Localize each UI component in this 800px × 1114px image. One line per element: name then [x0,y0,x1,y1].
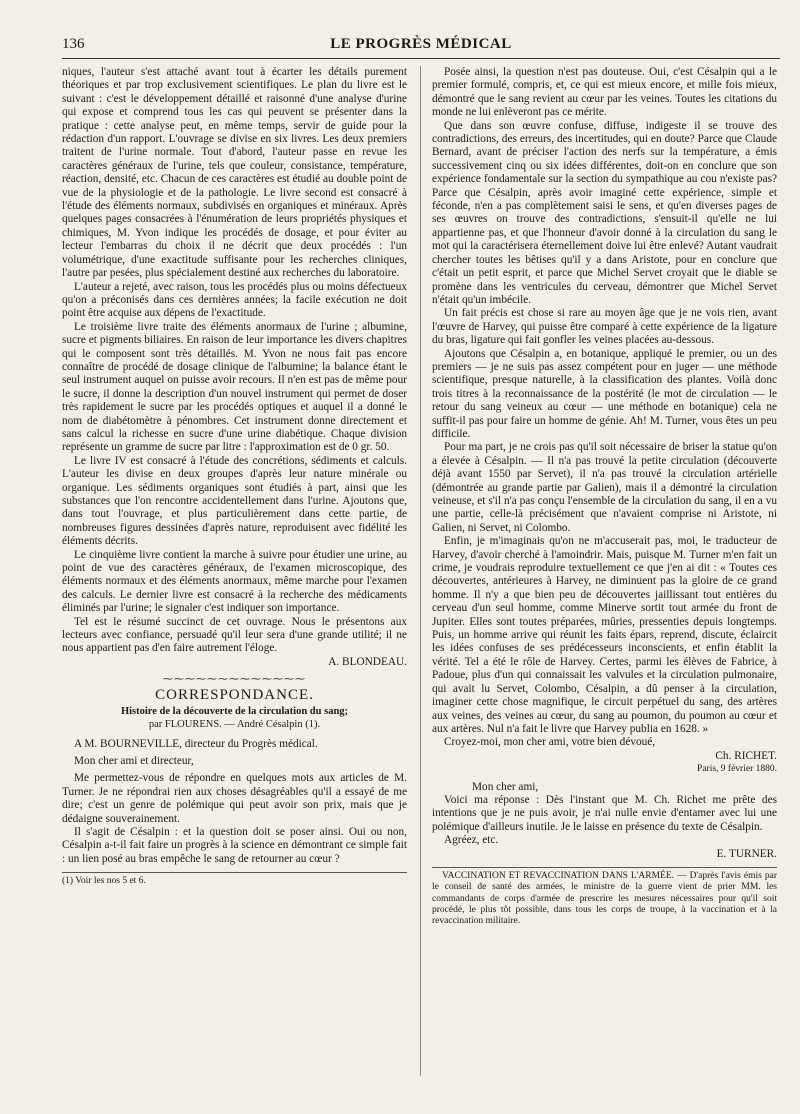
ornament-divider: ⁓⁓⁓⁓⁓⁓⁓⁓⁓⁓⁓⁓⁓ [163,674,306,686]
paragraph: niques, l'auteur s'est attaché avant tout à écarter les détails purement théoriques et par trop exclusivement scientifiques. Le plan du livre est le suivant : c'est le développement détaillé et raisonné d'une analyse d'urine qui expose et comprend tous les cas qui peuvent se présenter dans la pratique : cette analyse peut, en même temps, servir de guide pour la rédaction d'un rapport. L'ouvrage se divise en six livres. Les deux premiers traitent de l'urine normale. Tout d'abord, l'auteur passe en revue les caractères généraux de l'urine, tels que couleur, consistance, température, réaction, densité, etc. Chacun de ces caractères est étudié au double point de vue de la physiologie et de la pathologie. Le livre second est consacré à l'étude des éléments normaux, subdivisés en organiques et minéraux. Après quelques pages consacrées à l'énumération de leurs propriétés physiques et chimiques, M. Yvon indique les procédés de dosage, et pour éviter au lecteur l'embarras du choix il ne décrit que deux procédés : l'un volumétrique, d'une exactitude suffisante pour les recherches cliniques, l'autre par pesées, plus spécialement destiné aux recherches du laboratoire. [62,66,407,280]
paragraph: Posée ainsi, la question n'est pas douteuse. Oui, c'est Césalpin qui a le premier formulé, compris, et, ce qui est mieux encore, et mille fois mieux, démontré que le sang revient au cœur par les veines. Toutes les citations du monde ne lui enlèveront pas ce mérite. [432,66,777,119]
paragraph: Ajoutons que Césalpin a, en botanique, appliqué le premier, ou un des premiers — je ne suis pas assez compétent pour en juger — une méthode scientifique, presque naturelle, à la classification des plantes. Voilà donc trois titres à la reconnaissance de la postérité (le mot de circulation — le retour du sang veineux au cœur — une méthode en botanique) cela ne suffit-il pas pour faire un homme de génie. Ah! M. Turner, vous êtes un peu difficile. [432,347,777,440]
letter-address: A M. BOURNEVILLE, directeur du Progrès médical. [74,737,318,750]
paragraph: Voici ma réponse : Dès l'instant que M. Ch. Richet me prête des intentions que je ne puis avoir, je n'ai nulle envie d'entamer avec lui une polémique d'ailleurs inutile. Je le laisse en présence du texte de Césalpin. [432,793,777,833]
reply-salutation: Mon cher ami, [472,780,539,793]
paragraph: Que dans son œuvre confuse, diffuse, indigeste il se trouve des contradictions, des erreurs, des incertitudes, qui en doute? Parce que Claude Bernard, avant de préciser l'action des nerfs sur la température, a émis successivement cinq ou six idées différentes, doit-on en conclure que son expérience fondamentale sur la section du sympathique au cou n'existe pas? Parce que Césalpin, après avoir imaginé cette expérience, simple et féconde, n'en a pas complètement saisi le sens, et qu'en diverses pages de ses œuvres on trouve des contradictions, s'ensuit-il qu'elle ne lui appartienne pas, et que l'honneur d'avoir donné à la circulation du sang le mot qui la caractérisera éternellement doive lui être enlevé? Autant vaudrait chercher toutes les bêtises qu'il y a dans Aristote, pour en conclure que c'était un petit esprit, et parce que Michel Servet croyait que le diable se promène dans les ventricules du cerveau, démontrer que Michel Servet n'était qu'un imbécile. [432,119,777,306]
page-header [62,36,780,59]
article-byline: par FLOURENS. — André Césalpin (1). [148,719,321,731]
column-divider [420,66,421,1076]
paragraph: Me permettez-vous de répondre en quelques mots aux articles de M. Turner. Je ne répondrai rien aux choses désagréables qu'il a essayé de me dire; c'est un genre de polémique qui peut avoir son prix, mais que je dédaigne souverainement. [62,772,407,825]
paragraph: Le livre IV est consacré à l'étude des concrétions, sédiments et calculs. L'auteur les divise en deux groupes d'après leur nature minérale ou organique. Les sédiments organiques sont étudiés à part, ainsi que les substances que l'on rencontre accidentellement dans l'urine. Ajoutons que, dans tout l'ouvrage, et plus particulièrement dans cette partie, de nombreuses figures dessinées d'après nature, reproduisent avec fidélité les éléments décrits. [62,454,407,548]
footnote-rule [62,872,407,873]
letter-salutation: Mon cher ami et directeur, [74,754,194,767]
paragraph: Pour ma part, je ne crois pas qu'il soit nécessaire de briser la statue qu'on a élevée à Césalpin. — Il n'a pas trouvé la petite circulation (découverte déjà avant 1550 par Servet), il n'a pas trouvé la circulation artérielle (démontrée au grande partie par Galien), mais il a démontré la circulation veineuse, et s'il n'a pas conçu l'ensemble de la circulation du sang, il en a vu une partie, celle-là précisément que n'avaient comprise ni Aristote, ni Galien, ni Servet, ni Colombo. [432,441,777,534]
closing: Agréez, etc. [444,834,499,847]
note-rule [432,867,777,868]
paragraph: L'auteur a rejeté, avec raison, tous les procédés plus ou moins défectueux qu'on a préconisés dans ces dernières années; la facile exécution ne doit point être acquise aux dépens de l'exactitude. [62,280,407,320]
review-signature: A. BLONDEAU. [328,655,407,668]
paragraph: Tel est le résumé succinct de cet ouvrage. Nous le présentons aux lecteurs avec confiance, persuadé qu'il leur sera d'une grande utilité; il ne nous appartient pas d'en faire autrement l'éloge. [62,615,407,655]
date-line: Paris, 9 février 1880. [697,764,777,775]
paragraph: Croyez-moi, mon cher ami, votre bien dévoué, [444,736,656,749]
news-note [432,871,777,927]
paragraph: Il s'agit de Césalpin : et la question doit se poser ainsi. Oui ou non, Césalpin a-t-il fait faire un progrès à la science en démontrant ce simple fait : un lien posé au bras empêche le sang de retourner au cœur ? [62,825,407,865]
left-column [62,66,407,1090]
article-title: Histoire de la découverte de la circulation du sang; [120,706,349,718]
section-title: CORRESPONDANCE. [155,686,314,703]
paragraph: Le cinquième livre contient la marche à suivre pour étudier une urine, au point de vue des caractères généraux, de l'examen microscopique, des éléments normaux et des éléments anormaux, même marche pour l'examen des calculs. Le dernier livre est consacré à la recherche des médicaments éliminés par l'urine; le signaler c'est indiquer son importance. [62,548,407,615]
journal-title: LE PROGRÈS MÉDICAL [330,36,512,52]
note-text: VACCINATION ET REVACCINATION DANS L'ARMÉE. — D'après l'avis émis par le conseil de santé des armées, le ministre de la guerre vient de prier MM. les commandants de corps d'armée de prescrire les mesures nécessaires pour qu'il soit procédé, le plus tôt possible, dans tous les corps de troupe, à la vaccination et à la revaccination militaire. [432,870,777,927]
footnote: (1) Voir les nos 5 et 6. [62,876,146,887]
signature-turner: E. TURNER. [716,847,777,860]
paragraph: Enfin, je m'imaginais qu'on ne m'accuserait pas, moi, le traducteur de Harvey, d'avoir cherché à l'amoindrir. Mais, puisque M. Turner m'en fait un crime, je voudrais reproduire textuellement ce que j'en ai dit : « Toutes ces découvertes, antérieures à Harvey, ne diminuent pas la gloire de ce grand homme. Il n'y a que bien peu de découvertes jaillissant tout entières du cerveau d'un seul homme, comme Minerve sortit tout armée du front de Jupiter. Elles sont toutes préparées, mûries, pressenties depuis longtemps. Puis, un homme arrive qui réunit les faits épars, reprend, discute, éclaircit les idées confuses de ses prédécesseurs inconscients, et enfin établit la vérité. Tel a été le rôle de Harvey. Certes, parmi les élèves de Fabrice, à Padoue, plus d'un qui connaissait les valvules et la circulation pulmonaire, qui avait lu Servet, Colombo, Césalpin, a dû penser à la circulation, imaginer cette chose magnifique, le circuit perpétuel du sang, des artères aux veines, des veines au cœur, du sang au poumon, du poumon au cœur et aux artères. Nul n'a fait le livre que Harvey publia en 1628. » [432,535,777,735]
signature-richet: Ch. RICHET. [715,749,777,762]
paragraph: Un fait précis est chose si rare au moyen âge que je ne vois rien, avant l'œuvre de Harvey, qui puisse être comparé à cette expérience de la ligature du bras, ligature qui fait gonfler les veines placées au-dessous. [432,307,777,347]
paragraph: Le troisième livre traite des éléments anormaux de l'urine ; albumine, sucre et pigments biliaires. En raison de leur importance les divers chapitres qui le composent sont très détaillés. M. Yvon ne nous fait pas encore connaître de procédé de dosage clinique de l'albumine; la balance étant le seul instrument auquel on puisse avoir recours. Il n'en est pas de même pour le sucre, il donne la description d'un nouvel instrument qui permet de doser très rapidement le sucre par les procédés optiques et auquel il a donné le nom de diabétomètre à pénombres. Cet instrument donne directement et sans calcul la richesse en sucre d'une urine diabétique. Chaque division représente un gramme de sucre par litre : l'approximation est de 0 gr. 50. [62,320,407,454]
page-number: 136 [62,36,85,52]
right-column [432,66,777,1090]
